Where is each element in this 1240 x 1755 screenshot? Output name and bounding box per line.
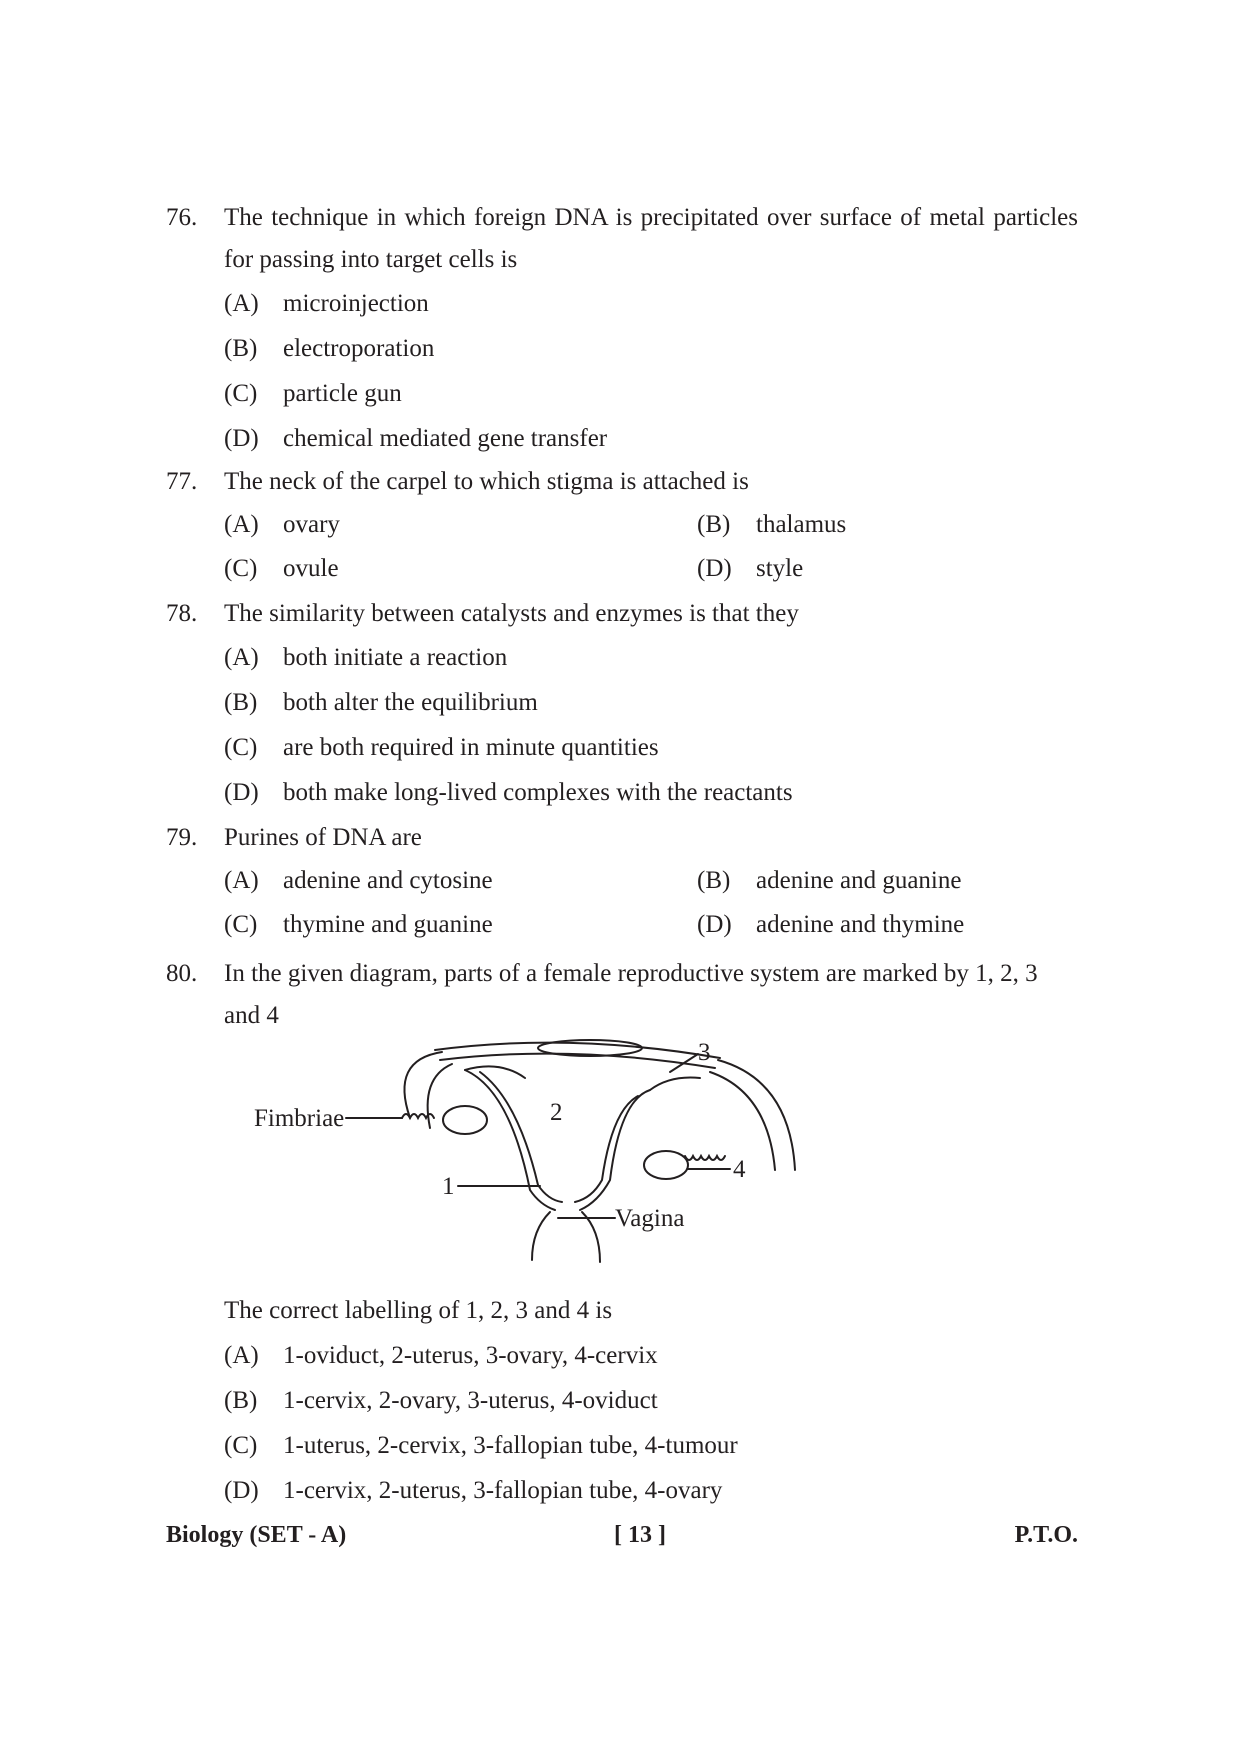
question-number: 78.: [166, 600, 198, 627]
option-label: (D): [697, 911, 732, 938]
question-number: 79.: [166, 824, 198, 851]
option-label: (A): [224, 1342, 259, 1369]
left-fallopian-tube-outer: [404, 1052, 442, 1118]
option-label: (B): [697, 867, 731, 894]
question-80-options: [166, 1288, 1078, 1513]
uterus-right-wall-outer: [580, 1090, 650, 1210]
option-a: [224, 1333, 1078, 1378]
option-text: 1-uterus, 2-cervix, 3-fallopian tube, 4-tumour: [283, 1432, 738, 1459]
option-label: (B): [224, 335, 258, 362]
option-d: [697, 903, 1078, 947]
label-3: 3: [698, 1039, 711, 1066]
option-label: (B): [224, 1387, 258, 1414]
option-label: (A): [224, 644, 259, 671]
option-a: [224, 635, 1078, 680]
option-a: [224, 503, 697, 547]
question-80: [166, 953, 1078, 1037]
option-d: [224, 1468, 1078, 1513]
question-text: Purines of DNA are: [224, 824, 422, 851]
options-list: [224, 281, 1078, 461]
option-text: adenine and cytosine: [283, 867, 493, 894]
female-reproductive-system-diagram: [254, 1030, 850, 1270]
option-text: 1-cervix, 2-ovary, 3-uterus, 4-oviduct: [283, 1387, 658, 1414]
label-2: 2: [550, 1099, 563, 1126]
footer-pto: P.T.O.: [1014, 1522, 1078, 1548]
option-text: adenine and thymine: [756, 911, 965, 938]
question-text: The similarity between catalysts and enzymes is that they: [224, 600, 799, 627]
options-list: [224, 635, 1078, 815]
question-78: [166, 593, 1078, 815]
question-79: [166, 817, 1078, 947]
page-number: [ 13 ]: [614, 1522, 666, 1548]
options-list: [224, 1288, 1078, 1513]
question-text: The neck of the carpel to which stigma is attached is: [224, 468, 749, 495]
option-b: [224, 326, 1078, 371]
option-d: [224, 416, 1078, 461]
uterus-top-left: [465, 1066, 525, 1078]
option-label: (D): [224, 425, 259, 452]
left-fallopian-tube-inner: [428, 1064, 452, 1128]
uterus-top-right: [650, 1078, 700, 1091]
option-text: ovary: [283, 511, 340, 538]
fimbriae-label: Fimbriae: [254, 1105, 345, 1132]
question-77: [166, 461, 1078, 591]
options-grid: [224, 503, 1078, 591]
page-footer: [166, 1522, 1078, 1562]
label-4: 4: [733, 1156, 746, 1183]
option-label: (D): [224, 1477, 259, 1504]
option-text: are both required in minute quantities: [283, 734, 659, 761]
option-label: (B): [697, 511, 731, 538]
option-a: [224, 281, 1078, 326]
option-label: (C): [224, 911, 258, 938]
option-text: particle gun: [283, 380, 402, 407]
option-label: (C): [224, 380, 258, 407]
option-text: 1-cervix, 2-uterus, 3-fallopian tube, 4-ovary: [283, 1477, 723, 1504]
option-label: (C): [224, 555, 258, 582]
vagina-left-wall: [532, 1212, 550, 1260]
option-b: [224, 680, 1078, 725]
question-number: 76.: [166, 204, 198, 231]
option-text: microinjection: [283, 290, 429, 317]
option-c: [224, 725, 1078, 770]
option-text: thymine and guanine: [283, 911, 493, 938]
option-label: (A): [224, 511, 259, 538]
option-text: both initiate a reaction: [283, 644, 508, 671]
option-c: [224, 903, 697, 947]
option-text: both alter the equilibrium: [283, 689, 538, 716]
option-a: [224, 859, 697, 903]
question-text: The technique in which foreign DNA is precipitated over surface of metal particles for passing into target cells is: [224, 204, 1078, 273]
option-text: thalamus: [756, 511, 847, 538]
vagina-label: Vagina: [615, 1205, 685, 1232]
question-number: 77.: [166, 468, 198, 495]
option-label: (A): [224, 867, 259, 894]
option-c: [224, 547, 697, 591]
option-label: (D): [697, 555, 732, 582]
left-ovary: [443, 1106, 487, 1134]
option-label: (B): [224, 689, 258, 716]
question-subtext: The correct labelling of 1, 2, 3 and 4 is: [224, 1297, 613, 1324]
question-number: 80.: [166, 960, 198, 987]
option-text: adenine and guanine: [756, 867, 962, 894]
option-text: chemical mediated gene transfer: [283, 425, 608, 452]
option-c: [224, 371, 1078, 416]
right-fimbriae: [685, 1156, 725, 1160]
option-label: (C): [224, 1432, 258, 1459]
fundus-ellipse: [538, 1040, 642, 1056]
option-d: [697, 547, 1078, 591]
option-d: [224, 770, 1078, 815]
footer-subject: Biology (SET - A): [166, 1522, 347, 1548]
option-label: (C): [224, 734, 258, 761]
label-1: 1: [442, 1173, 455, 1200]
right-fallopian-tube-outer: [718, 1060, 795, 1170]
right-ovary: [644, 1151, 688, 1179]
option-text: both make long-lived complexes with the reactants: [283, 779, 793, 806]
options-grid: [224, 859, 1078, 947]
question-76: [166, 197, 1078, 461]
option-text: style: [756, 555, 804, 582]
option-text: 1-oviduct, 2-uterus, 3-ovary, 4-cervix: [283, 1342, 658, 1369]
question-text: In the given diagram, parts of a female reproductive system are marked by 1, 2, 3 and 4: [224, 960, 1038, 1029]
option-c: [224, 1423, 1078, 1468]
option-text: ovule: [283, 555, 339, 582]
option-text: electroporation: [283, 335, 435, 362]
vagina-right-wall: [582, 1212, 600, 1262]
option-b: [697, 503, 1078, 547]
option-label: (D): [224, 779, 259, 806]
option-b: [224, 1378, 1078, 1423]
option-label: (A): [224, 290, 259, 317]
option-b: [697, 859, 1078, 903]
